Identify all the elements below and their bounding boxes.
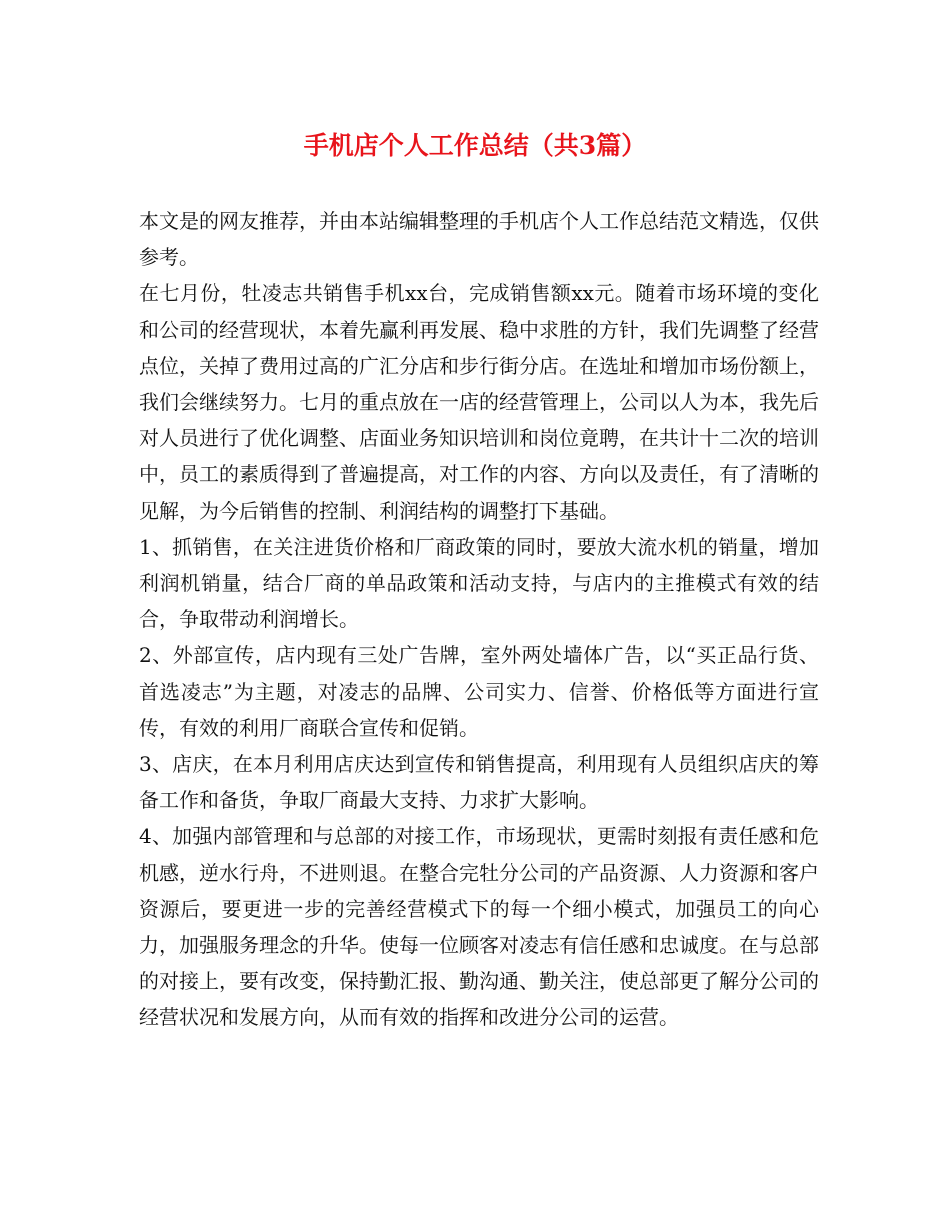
paragraph-item-2-advertising: 2、外部宣传，店内现有三处广告牌，室外两处墙体广告，以“买正品行货、首选凌志”为主题，对凌志的品牌、公司实力、信誉、价格低等方面进行宣传，有效的利用厂商联合宣传和促销。 xyxy=(139,643,819,740)
paragraph-intro: 本文是的网友推荐，并由本站编辑整理的手机店个人工作总结范文精选，仅供参考。 xyxy=(139,209,819,270)
paragraph-item-4-management: 4、加强内部管理和与总部的对接工作，市场现状，更需时刻报有责任感和危机感，逆水行舟，不进则退。在整合完牡分公司的产品资源、人力资源和客户资源后，要更进一步的完善经营模式下的每一个细小模式，加强员工的向心力，加强服务理念的升华。使每一位顾客对凌志有信任感和忠诚度。在与总部的对接上，要有改变，保持勤汇报、勤沟通、勤关注，使总部更了解分公司的经营状况和发展方向，从而有效的指挥和改进分公司的运营。 xyxy=(139,824,819,1030)
paragraph-july-summary: 在七月份，牡凌志共销售手机xx台，完成销售额xx元。随着市场环境的变化和公司的经营现状，本着先赢利再发展、稳中求胜的方针，我们先调整了经营点位，关掉了费用过高的广汇分店和步行街分店。在选址和增加市场份额上，我们会继续努力。七月的重点放在一店的经营管理上，公司以人为本，我先后对人员进行了优化调整、店面业务知识培训和岗位竟聘，在共计十二次的培训中，员工的素质得到了普遍提高，对工作的内容、方向以及责任，有了清晰的见解，为今后销售的控制、利润结构的调整打下基础。 xyxy=(139,281,819,523)
document-title: 手机店个人工作总结（共3篇） xyxy=(303,131,647,160)
paragraph-item-1-sales: 1、抓销售，在关注进货价格和厂商政策的同时，要放大流水机的销量，增加利润机销量，结合厂商的单品政策和活动支持，与店内的主推模式有效的结合，争取带动利润增长。 xyxy=(139,534,819,632)
document-body xyxy=(139,203,819,1036)
paragraph-item-3-anniversary: 3、店庆，在本月利用店庆达到宣传和销售提高，利用现有人员组织店庆的筹备工作和备货，争取厂商最大支持、力求扩大影响。 xyxy=(139,752,819,813)
